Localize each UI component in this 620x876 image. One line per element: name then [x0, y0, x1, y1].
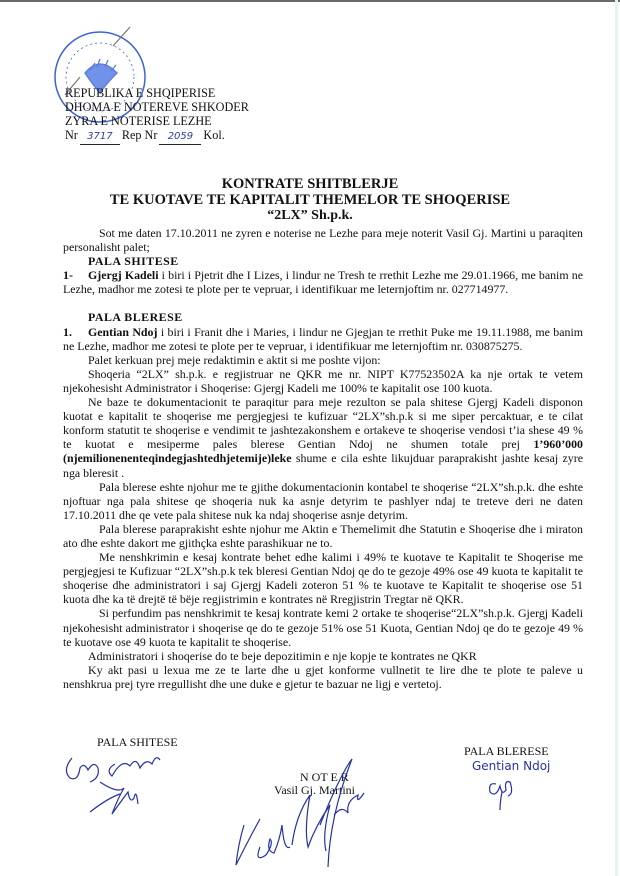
paragraph-conclusion: Si perfundim pas nenshkrimit te kesaj kontrate kemi 2 ortake te shoqerise“2LX”sh.p.k. Gjergj Kadeli njekohesisht administrator i shoqerise qe do te gezoje 51% ose 51 Kuota, Gentian Ndoj qe do te gezoje 49 % te kuotave ose 49 kuota te kapitalit te shoqerise. — [63, 606, 583, 649]
paragraph-certification: Ky akt pasi u lexua me ze te larte dhe u gjet konforme vullnetit te lire dhe te plote te paleve u nenshkrua prej tyre rregullisht dhe une duke e gjetur te bazuar ne ligj e vertetoj. — [63, 662, 583, 691]
seller-signature-icon — [60, 748, 190, 833]
paragraph-accounting: Pala blerese eshte njohur me te gjithe dokumentacionin kontabel te shoqerise “2LX”sh.p.k. dhe eshte njoftuar nga pala shitese qe shoqeria nuk ka asnje detyrim te pashlyer ndaj te treteve deri ne daten 17.10.2011 dhe qe vete pala shitese nuk ka ndaj shoqerise asnje detyrim. — [63, 479, 583, 522]
seller-paragraph — [63, 268, 583, 296]
rep-label: Rep Nr — [121, 128, 158, 142]
notary-office-header — [65, 86, 249, 145]
sale-terms-text: Ne baze te dokumentacionit te paraqitur para meje rezulton se pala shitese Gjergj Kadeli disponon kuotat e kapitalit te shoqerise me pergjegjesi te kufizuar “2LX”sh.p.k si me siper percaktuar, e te cilat konform statutit te shoqerise e vendimit te jashtezakonshem e ortakeve te shoqerise vendosi t’ia shese 49 % te kuotat e mesiperme pales blerese Gentian Ndoj ne shumen totale prej — [63, 395, 583, 452]
paragraph-sale-terms — [63, 395, 583, 480]
notary-name: Vasil Gj. Martini — [274, 783, 355, 797]
registry-number-line — [65, 128, 249, 145]
paragraph-transfer: Me nenshkrimin e kesaj kontrate behet edhe kalimi i 49% te kuotave te Kapitalit te Shoqerise me pergjegjesi te Kufizuar “2LX”sh.p.k tek bleresi Gentian Ndoj qe do te gezoje 49% ose 49 kuota te kapitalit te shoqerise dhe administratori i saj Gjergj Kadeli zoteron 51 % te kuotave te Kapitalit te shoqerise ose 51 kuota dhe ka të drejtë të bëje regjistrimin e kontrates në Rregjistrin Tregtar në QKR. — [63, 550, 583, 607]
scan-top-edge — [0, 0, 620, 2]
notary-signature-icon — [230, 755, 380, 875]
seller-number: 1- — [63, 268, 73, 283]
sale-amount: 1’960’000 (njemilionenenteqindegjashtedhjetemije)leke — [63, 437, 583, 466]
sale-terms-end: shume e cila eshte likujduar paraprakisht jashte kesaj zyre nga bleresit . — [63, 451, 583, 480]
buyer-number: 1. — [63, 324, 72, 339]
buyer-signature-label: PALA BLERESE — [464, 744, 549, 758]
buyer-name: Gentian Ndoj — [88, 324, 158, 339]
contract-body — [63, 226, 583, 691]
header-office: ZYRA E NOTERISE LEZHE — [65, 114, 212, 128]
document-title: KONTRATE SHITBLERJE — [221, 176, 399, 192]
document-subtitle: TE KUOTAVE TE KAPITALIT THEMELOR TE SHOQERISE — [109, 192, 511, 208]
paragraph-request: Palet kerkuan prej meje redaktimin e aktit si me poshte vijon: — [88, 352, 381, 367]
buyer-handwritten-name: Gentian Ndoj — [472, 759, 551, 773]
buyer-details: i biri i Franit dhe i Maries, i lindur ne Gjegjan te rrethit Puke me 19.11.1988, me banim ne Lezhe, madhor me zotesi te plote per te vepruar, i identifikuar me leternjoftim nr. 030875275. — [63, 324, 583, 353]
company-name: “2LX” Sh.p.k. — [267, 208, 353, 223]
nr-value: 3717 — [80, 130, 120, 145]
nr-label: Nr — [65, 128, 78, 142]
kol-label: Kol. — [203, 128, 225, 142]
paragraph-deposit: Administratori i shoqerise do te beje depozitimin e nje kopje te kontrates ne QKR — [88, 648, 477, 663]
seller-name: Gjergj Kadeli — [88, 268, 159, 283]
buyer-heading: PALA BLERESE — [88, 310, 183, 325]
header-republic: REPUBLIKA E SHQIPERISE — [65, 86, 216, 100]
seller-details: i biri i Pjetrit dhe I Lizes, i lindur ne Tresh te rrethit Lezhe me 29.01.1966, me banim ne Lezhe, madhor me zotesi te plote per te vepruar, i identifikuar me leternjoftim nr. 027714977. — [63, 268, 583, 297]
buyer-signature-icon — [470, 756, 560, 821]
rep-value: 2059 — [159, 130, 201, 145]
header-chamber: DHOMA E NOTEREVE SHKODER — [65, 100, 249, 114]
buyer-paragraph — [63, 325, 583, 353]
intro-paragraph: Sot me daten 17.10.2011 ne zyren e noterise ne Lezhe para meje noterit Vasil Gj. Martini u paraqiten personalisht palet; — [63, 226, 583, 255]
paragraph-company: Shoqeria “2LX” sh.p.k. e regjistruar ne QKR me nr. NIPT K77523502A ka nje ortak te vetem njekohesisht Administrator i Shoqerise: Gjergj Kadeli me 100% te kapitalit ose 100 kuota. — [63, 366, 583, 395]
seller-heading: PALA SHITESE — [88, 254, 179, 269]
notary-label: N OT E R — [300, 770, 349, 784]
seller-signature-label: PALA SHITESE — [97, 735, 178, 749]
scan-right-edge — [615, 0, 618, 876]
paragraph-statute: Pala blerese paraprakisht eshte njohur me Aktin e Themelimit dhe Statutin e Shoqerise dhe i miraton ato dhe eshte dakort me gjithçka eshte parashikuar ne to. — [63, 521, 583, 550]
